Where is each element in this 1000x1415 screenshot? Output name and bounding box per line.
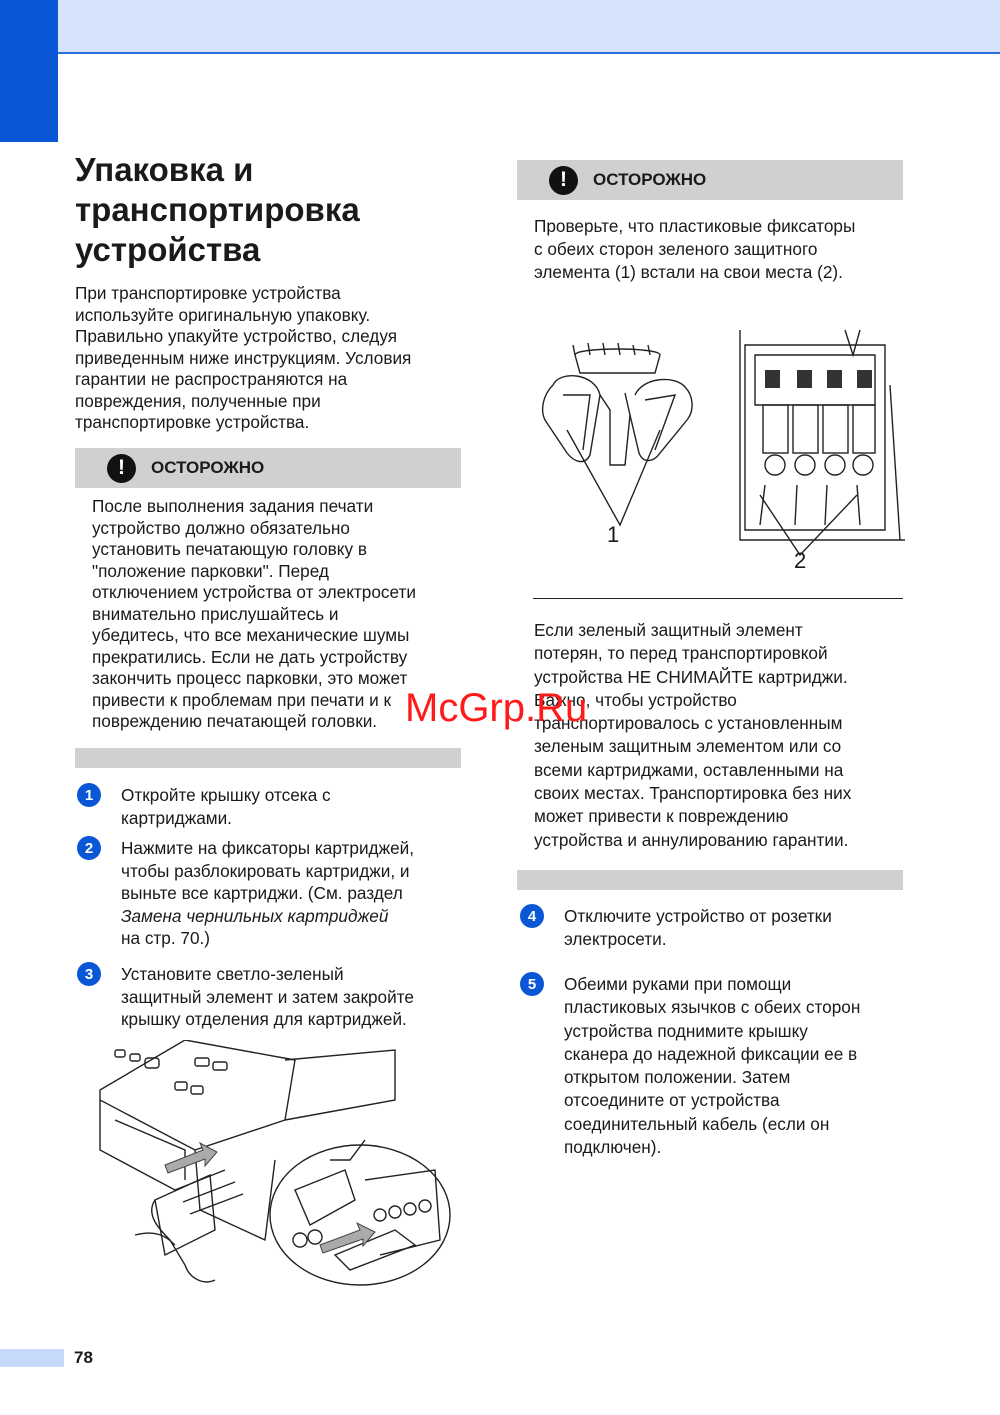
caution-header — [517, 160, 903, 200]
protective-part-illustration — [535, 325, 905, 575]
exclamation-icon: ! — [549, 166, 578, 195]
intro-paragraph: При транспортировке устройства используйте оригинальную упаковку. Правильно упакуйте устройство, следуя приведенным ниже инструкциям. Условия гарантии не распространяются на повреждения, полученные при транспортировке устройства. — [75, 283, 412, 432]
step-5 — [520, 973, 920, 1159]
step-2 — [77, 837, 477, 950]
exclamation-icon: ! — [107, 454, 136, 483]
step-1 — [77, 784, 477, 829]
footer-band — [0, 1349, 64, 1367]
step-4 — [520, 905, 920, 952]
note-text: Если зеленый защитный элемент потерян, то перед транспортировкой устройства НЕ СНИМАЙТЕ картриджи. Важно, чтобы устройство транспортировалось с установленным зеленым защитным элементом или со всеми картриджами, оставленными на своих местах. Транспортировка без них может привести к повреждению устройства и аннулированию гарантии. — [534, 620, 852, 850]
separator-rule — [533, 598, 903, 599]
chapter-tab — [0, 0, 58, 142]
step-3 — [77, 963, 477, 1031]
step-text: Откройте крышку отсека с картриджами. — [121, 785, 331, 828]
step-text: Отключите устройство от розетки электросети. — [564, 906, 832, 950]
figure-label-1: 1 — [607, 522, 620, 547]
step-number-badge: 5 — [520, 972, 544, 996]
step-number-badge: 1 — [77, 783, 101, 807]
watermark: McGrp.Ru — [405, 686, 588, 730]
cross-reference-link[interactable]: Замена чернильных картриджей — [121, 905, 389, 926]
caution-end-bar — [517, 870, 903, 890]
title-line: устройства — [75, 231, 261, 268]
header-band — [0, 0, 1000, 54]
step-text: Установите светло-зеленый защитный элемент и затем закройте крышку отделения для картриджей. — [121, 964, 414, 1029]
step-text: Нажмите на фиксаторы картриджей, чтобы разблокировать картриджи, и выньте все картриджи. (См. раздел Замена чернильных картриджей на стр. 70.) — [121, 838, 415, 948]
cartridge-install-illustration — [95, 1040, 455, 1290]
title-line: транспортировка — [75, 191, 360, 228]
caution-label: ОСТОРОЖНО — [151, 458, 265, 477]
caution-end-bar — [75, 748, 461, 768]
step-number-badge: 4 — [520, 904, 544, 928]
title-line: Упаковка и — [75, 151, 254, 188]
figure-label-2: 2 — [794, 548, 807, 573]
caution-label: ОСТОРОЖНО — [593, 170, 707, 189]
step-text: Обеими руками при помощи пластиковых язычков с обеих сторон устройства поднимите крышку сканера до надежной фиксации ее в открытом положении. Затем отсоедините от устройства соединительный кабель (если он подключен). — [564, 974, 861, 1158]
caution-text: Проверьте, что пластиковые фиксаторы с обеих сторон зеленого защитного элемента (1) встали на свои места (2). — [534, 216, 856, 282]
step-number-badge: 2 — [77, 836, 101, 860]
page-number: 78 — [74, 1348, 93, 1367]
caution-text: После выполнения задания печати устройство должно обязательно установить печатающую головку в "положение парковки". Перед отключением устройства от электросети внимательно прислушайтесь и убедитесь, что все механические шумы прекратились. Если не дать устройству закончить процесс парковки, это может привести к проблемам при печати и к повреждению печатающей головки. — [92, 496, 416, 731]
step-number-badge: 3 — [77, 962, 101, 986]
caution-header — [75, 448, 461, 488]
page-title — [75, 150, 495, 270]
